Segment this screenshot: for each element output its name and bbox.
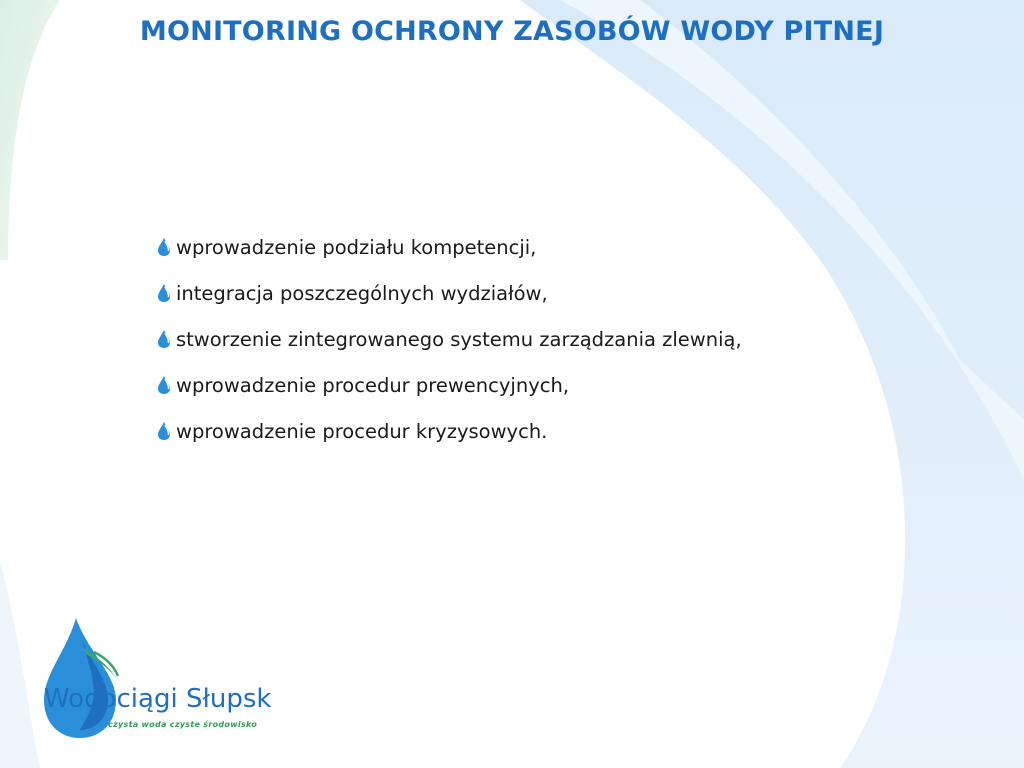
bullet-text: wprowadzenie procedur kryzysowych. — [176, 419, 548, 443]
list-item — [156, 316, 742, 362]
water-drop-icon — [156, 421, 172, 441]
water-drop-icon — [156, 375, 172, 395]
water-drop-icon — [156, 329, 172, 349]
list-item — [156, 362, 742, 408]
bullet-list — [156, 224, 742, 454]
water-drop-icon — [156, 237, 172, 257]
bullet-text: wprowadzenie procedur prewencyjnych, — [176, 373, 570, 397]
water-drop-icon — [156, 283, 172, 303]
list-item — [156, 408, 742, 454]
logo-tagline: czysta woda czyste środowisko — [108, 720, 258, 729]
list-item — [156, 224, 742, 270]
list-item — [156, 270, 742, 316]
bullet-text: stworzenie zintegrowanego systemu zarządzania zlewnią, — [176, 327, 742, 351]
bullet-text: wprowadzenie podziału kompetencji, — [176, 235, 537, 259]
slide-title: MONITORING OCHRONY ZASOBÓW WODY PITNEJ — [139, 16, 885, 47]
logo-name: Wodociągi Słupsk — [44, 684, 272, 714]
bullet-text: integracja poszczególnych wydziałów, — [176, 281, 548, 305]
